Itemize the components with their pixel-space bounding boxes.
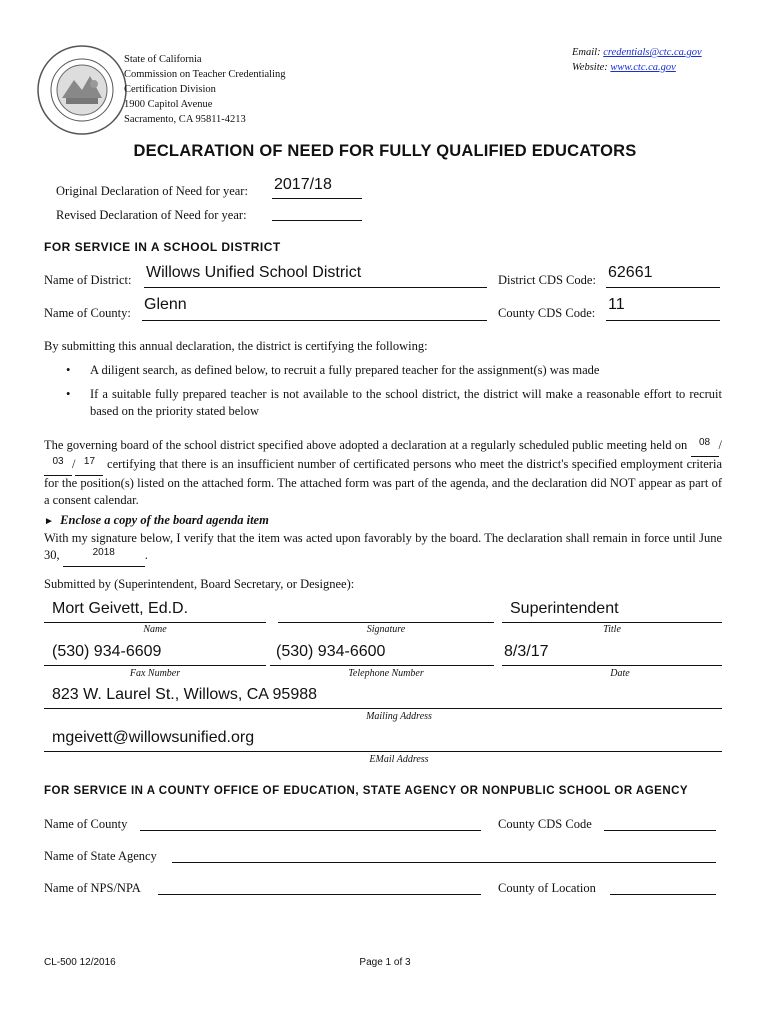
county-location-label: County of Location <box>498 881 596 895</box>
phone-caption: Telephone Number <box>348 668 424 679</box>
agency-division: Certification Division <box>124 84 216 95</box>
date-field[interactable] <box>502 644 722 666</box>
county-cds-value: 11 <box>608 296 625 313</box>
governing-paragraph: The governing board of the school district specified above adopted a declaration at a regularly scheduled public meeting held on $^{08}$ /$^{03}$ / $^{17}$ certifying that there is an insufficient number of certificated persons who meet the district's specified employment criteria for the position(s) listed on the attached form. The attached form was part of the agenda, and the declaration did NOT appear as part of a consent calendar. <box>44 437 723 507</box>
phone-field[interactable] <box>270 644 494 666</box>
county-name-label: Name of County: <box>44 306 131 320</box>
website-label: Website: <box>572 61 608 73</box>
website-link[interactable]: www.ctc.ca.gov <box>610 61 676 73</box>
agency-street: 1900 Capitol Avenue <box>124 99 213 110</box>
county-office-name-label: Name of County <box>44 817 128 831</box>
ctc-seal <box>36 44 128 136</box>
district-name-label: Name of District: <box>44 273 132 287</box>
county-office-heading: FOR SERVICE IN A COUNTY OFFICE OF EDUCATION, STATE AGENCY OR NONPUBLIC SCHOOL OR AGENCY <box>44 785 689 797</box>
county-office-name-field[interactable] <box>140 815 481 831</box>
original-year-value: 2017/18 <box>274 176 332 193</box>
meeting-year-field[interactable]: 17 <box>75 457 103 476</box>
state-agency-field[interactable] <box>172 847 716 863</box>
fax-field[interactable] <box>44 644 266 666</box>
original-year-label: Original Declaration of Need for year: <box>56 184 248 198</box>
email-address-caption: EMail Address <box>369 754 429 765</box>
phone-value: (530) 934-6600 <box>276 643 386 660</box>
certify-list <box>44 362 722 420</box>
fax-value: (530) 934-6609 <box>52 643 162 660</box>
revised-year-field[interactable] <box>272 206 362 221</box>
original-year-field[interactable] <box>272 176 362 199</box>
agency-commission: Commission on Teacher Credentialing <box>124 69 286 80</box>
mailing-address-value: 823 W. Laurel St., Willows, CA 95988 <box>52 686 318 703</box>
title-value: Superintendent <box>510 600 619 617</box>
mailing-address-caption: Mailing Address <box>366 711 432 722</box>
county-name-value: Glenn <box>144 296 187 313</box>
agency-city: Sacramento, CA 95811-4213 <box>124 114 246 125</box>
arrow-icon: ► <box>44 516 54 527</box>
county-name-field[interactable] <box>142 296 487 321</box>
county-cds-label: County CDS Code: <box>498 306 596 320</box>
date-caption: Date <box>610 668 630 679</box>
certify-bullet-2: • If a suitable fully prepared teacher is not available to the school district, the district will make a reasonable effort to recruit based on the priority stated below <box>44 386 722 420</box>
agency-state: State of California <box>124 54 202 65</box>
page-number: Page 1 of 3 <box>359 957 411 968</box>
mailing-address-field[interactable] <box>44 687 722 709</box>
nps-field[interactable] <box>158 879 481 895</box>
revised-year-label: Revised Declaration of Need for year: <box>56 208 247 222</box>
enclose-heading: ► Enclose a copy of the board agenda item <box>44 513 269 527</box>
submitted-label: Submitted by (Superintendent, Board Secretary, or Designee): <box>44 577 355 591</box>
state-agency-label: Name of State Agency <box>44 849 157 863</box>
email-address-field[interactable] <box>44 730 722 752</box>
meeting-month-field[interactable]: 08 <box>691 438 719 457</box>
email-link[interactable]: credentials@ctc.ca.gov <box>603 47 702 58</box>
district-cds-value: 62661 <box>608 264 653 281</box>
name-field[interactable] <box>44 601 266 623</box>
enclose-text: With my signature below, I verify that the item was acted upon favorably by the board. The declaration shall remain in force until June 30, $^{2018}$ . <box>44 530 722 566</box>
contact-block <box>572 46 702 75</box>
page-title: DECLARATION OF NEED FOR FULLY QUALIFIED EDUCATORS <box>133 142 637 160</box>
district-cds-label: District CDS Code: <box>498 273 596 287</box>
email-address-value: mgeivett@willowsunified.org <box>52 729 255 746</box>
name-caption: Name <box>143 624 167 635</box>
email-label: Email: <box>572 47 601 58</box>
county-office-cds-label: County CDS Code <box>498 817 592 831</box>
county-office-cds-field[interactable] <box>604 815 716 831</box>
county-cds-field[interactable] <box>606 296 720 321</box>
district-name-value: Willows Unified School District <box>146 264 362 281</box>
meeting-day-field[interactable]: 03 <box>44 457 72 476</box>
district-name-field[interactable] <box>144 264 487 288</box>
district-section-heading: FOR SERVICE IN A SCHOOL DISTRICT <box>44 240 281 254</box>
fax-caption: Fax Number <box>129 668 181 679</box>
county-location-field[interactable] <box>610 879 716 895</box>
district-cds-field[interactable] <box>606 264 720 288</box>
signature-caption: Signature <box>366 624 406 635</box>
certify-bullet-1: • A diligent search, as defined below, to recruit a fully prepared teacher for the assignment(s) was made <box>44 362 722 379</box>
nps-label: Name of NPS/NPA <box>44 881 141 895</box>
title-caption: Title <box>603 624 621 635</box>
enclose-block <box>44 512 722 566</box>
title-field[interactable] <box>502 601 722 623</box>
signature-field[interactable] <box>278 601 494 623</box>
form-number: CL-500 12/2016 <box>44 957 116 968</box>
name-value: Mort Geivett, Ed.D. <box>52 600 189 617</box>
certify-intro: By submitting this annual declaration, the district is certifying the following: <box>44 339 428 353</box>
force-until-year-field[interactable]: 2018 <box>63 548 145 567</box>
agency-address <box>124 52 286 127</box>
date-value: 8/3/17 <box>504 643 549 660</box>
